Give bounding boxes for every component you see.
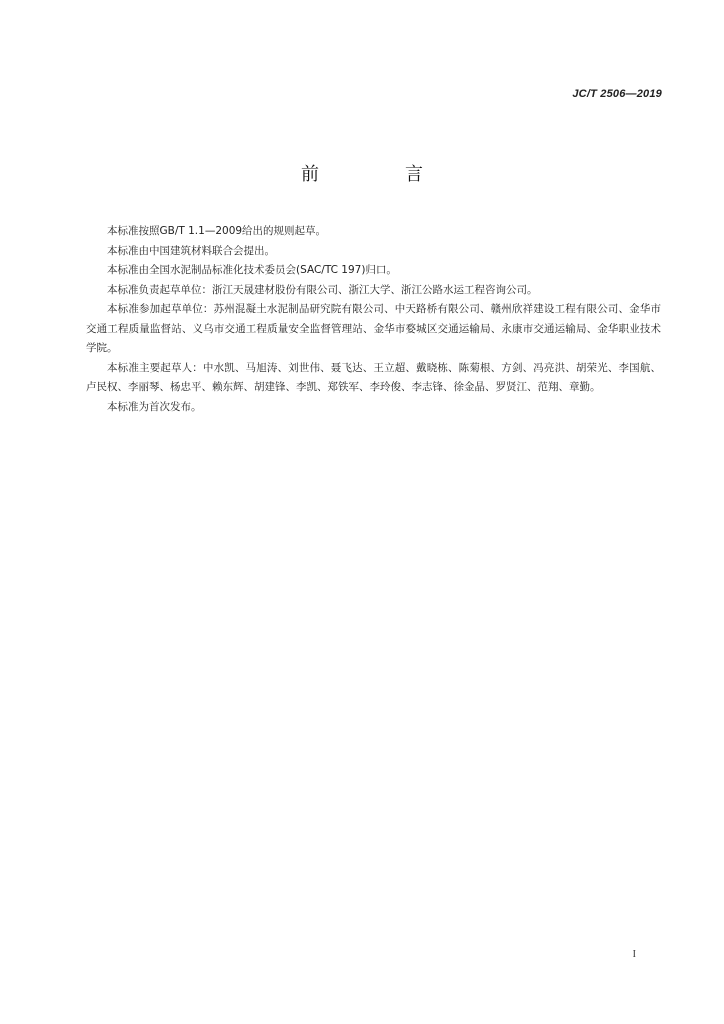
foreword-body: [86, 222, 661, 417]
paragraph-first-release: 本标准为首次发布。: [107, 400, 202, 413]
paragraph-drafting-rules: 本标准按照GB/T 1.1—2009给出的规则起草。: [107, 225, 327, 237]
paragraph-proposed-by: 本标准由中国建筑材料联合会提出。: [107, 244, 275, 257]
standard-code: JC/T 2506—2019: [572, 88, 662, 100]
paragraph-participating-drafters: 本标准参加起草单位：苏州混凝土水泥制品研究院有限公司、中天路桥有限公司、赣州欣祥建设工程有限公司、金华市交通工程质量监督站、义乌市交通工程质量安全监督管理站、金华市婺城区交通运输局、永康市交通运输局、金华职业技术学院。: [86, 303, 661, 354]
paragraph-responsible-drafters: 本标准负责起草单位：浙江天晟建材股份有限公司、浙江大学、浙江公路水运工程咨询公司。: [107, 283, 538, 296]
paragraph-main-drafters: 本标准主要起草人：中水凯、马旭涛、刘世伟、聂飞达、王立超、戴晓栋、陈菊根、方剑、冯亮洪、胡荣光、李国航、卢民权、李丽琴、杨忠平、赖东辉、胡建锋、李凯、郑铁军、李玲俊、李志锋、徐金晶、罗贤江、范翔、章勤。: [86, 361, 661, 393]
page-number: I: [632, 949, 636, 960]
paragraph-under-jurisdiction: 本标准由全国水泥制品标准化技术委员会(SAC/TC 197)归口。: [107, 264, 397, 276]
section-title: 前 言: [301, 164, 457, 185]
